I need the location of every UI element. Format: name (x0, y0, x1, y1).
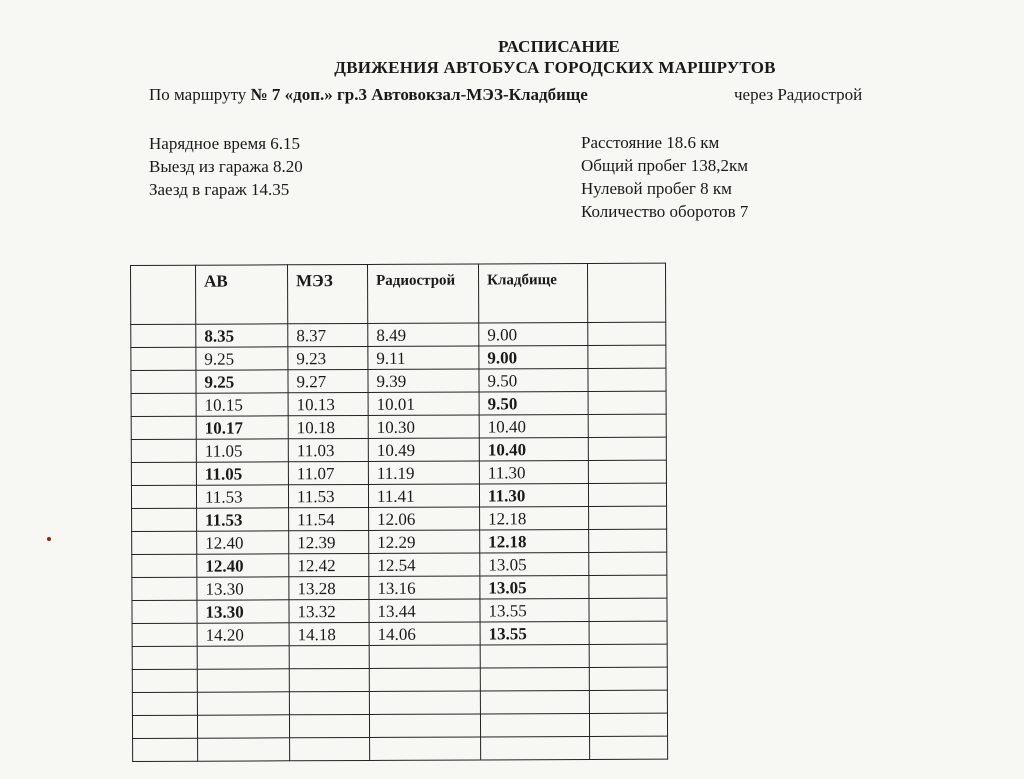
table-row (131, 483, 666, 508)
table-cell: 10.18 (288, 415, 368, 438)
table-cell (132, 554, 197, 577)
table-cell: 11.54 (289, 507, 369, 530)
document-subtitle: ДВИЖЕНИЯ АВТОБУСА ГОРОДСКИХ МАРШРУТОВ (334, 58, 776, 77)
table-cell (369, 691, 480, 714)
table-cell: 10.40 (479, 438, 588, 461)
table-row (132, 529, 667, 554)
table-cell: 12.40 (197, 554, 289, 577)
table-cell: 10.01 (368, 392, 479, 415)
garage-return-time: Заезд в гараж 14.35 (149, 180, 290, 199)
table-cell: 12.39 (289, 530, 369, 553)
table-cell (590, 736, 668, 759)
table-cell: 9.50 (479, 369, 588, 392)
table-cell (289, 668, 369, 691)
table-cell: 11.53 (288, 484, 368, 507)
table-cell: 12.42 (289, 553, 369, 576)
table-cell: 12.54 (369, 553, 480, 576)
distance: Расстояние 18.6 км (581, 133, 720, 152)
table-cell (197, 715, 289, 738)
table-row (131, 437, 666, 462)
table-cell: 11.30 (479, 461, 588, 484)
table-cell: 8.35 (196, 324, 288, 347)
table-cell: 9.23 (288, 346, 368, 369)
table-cell (132, 577, 197, 600)
column-header (131, 265, 196, 324)
table-row (132, 644, 667, 669)
table-cell: 11.53 (196, 485, 288, 508)
table-cell (588, 322, 666, 345)
table-cell (589, 552, 667, 575)
table-cell (480, 713, 589, 736)
table-cell: 9.25 (196, 347, 288, 370)
table-cell (132, 692, 197, 715)
table-cell: 11.41 (368, 484, 479, 507)
table-cell (290, 737, 370, 760)
table-row (131, 322, 666, 347)
table-cell: 9.11 (368, 346, 479, 369)
table-cell (589, 506, 667, 529)
table-cell (588, 414, 666, 437)
table-cell: 11.07 (288, 461, 368, 484)
table-cell: 11.05 (196, 462, 288, 485)
table-row (131, 414, 666, 439)
table-cell: 12.18 (480, 507, 589, 530)
table-cell: 10.49 (368, 438, 479, 461)
table-row (132, 506, 667, 531)
table-cell: 11.03 (288, 438, 368, 461)
table-row (131, 391, 666, 416)
table-cell: 9.00 (479, 323, 588, 346)
ink-dot (47, 537, 51, 541)
table-cell: 13.28 (289, 576, 369, 599)
table-cell: 11.05 (196, 439, 288, 462)
table-cell (289, 691, 369, 714)
table-cell: 13.30 (197, 577, 289, 600)
table-cell (589, 713, 667, 736)
table-cell: 13.55 (480, 599, 589, 622)
table-cell (369, 714, 480, 737)
table-cell: 8.37 (288, 323, 368, 346)
table-cell (370, 737, 481, 760)
table-cell (480, 645, 589, 668)
table-cell (131, 370, 196, 393)
info-right-block (581, 131, 748, 223)
table-cell (589, 598, 667, 621)
table-cell (588, 368, 666, 391)
table-cell: 9.25 (196, 370, 288, 393)
table-cell: 13.05 (480, 553, 589, 576)
table-cell: 13.16 (369, 576, 480, 599)
dispatch-time: Нарядное время 6.15 (149, 134, 301, 153)
table-cell (588, 483, 666, 506)
table-cell (197, 669, 289, 692)
route-prefix: По маршруту (149, 85, 251, 104)
table-cell (132, 715, 197, 738)
zero-mileage: Нулевой пробег 8 км (581, 179, 732, 198)
table-cell: 14.20 (197, 623, 289, 646)
table-cell (133, 738, 198, 761)
table-cell (289, 645, 369, 668)
table-cell: 13.44 (369, 599, 480, 622)
table-cell (198, 738, 290, 761)
table-cell (369, 668, 480, 691)
schedule-table (130, 263, 668, 762)
table-row (132, 552, 667, 577)
table-row (132, 713, 667, 738)
table-cell (132, 669, 197, 692)
table-cell (480, 690, 589, 713)
table-row (131, 345, 666, 370)
table-cell (589, 644, 667, 667)
table-header-row (131, 263, 666, 324)
table-cell (131, 439, 196, 462)
table-row (133, 736, 668, 761)
table-cell: 13.05 (480, 576, 589, 599)
table-cell: 12.06 (369, 507, 480, 530)
table-cell: 9.27 (288, 369, 368, 392)
table-row (132, 621, 667, 646)
table-cell (480, 667, 589, 690)
table-cell: 11.53 (197, 508, 289, 531)
info-left-block (149, 132, 303, 201)
route-line (149, 85, 863, 105)
table-cell (131, 416, 196, 439)
table-cell (589, 575, 667, 598)
table-cell: 14.18 (289, 622, 369, 645)
table-cell (132, 646, 197, 669)
table-cell: 10.13 (288, 392, 368, 415)
table-cell: 9.39 (368, 369, 479, 392)
table-cell: 10.30 (368, 415, 479, 438)
table-row (132, 598, 667, 623)
table-cell: 13.32 (289, 599, 369, 622)
table-cell (588, 345, 666, 368)
table-cell (588, 391, 666, 414)
table-cell (131, 462, 196, 485)
table-row (132, 690, 667, 715)
column-header: Кладбище (478, 264, 587, 323)
table-cell: 12.29 (369, 530, 480, 553)
table-cell (131, 324, 196, 347)
table-cell (481, 736, 590, 759)
route-via: через Радиострой (734, 85, 863, 104)
column-header: МЭЗ (288, 264, 368, 323)
column-header (587, 263, 665, 322)
table-cell (132, 623, 197, 646)
table-cell (588, 437, 666, 460)
column-header: Радиострой (367, 264, 478, 323)
table-cell (131, 485, 196, 508)
table-cell: 12.18 (480, 530, 589, 553)
garage-exit-time: Выезд из гаража 8.20 (149, 157, 303, 176)
table-cell (289, 714, 369, 737)
column-header: АВ (196, 265, 288, 324)
table-row (132, 575, 667, 600)
table-row (131, 460, 666, 485)
table-cell: 9.50 (479, 392, 588, 415)
table-cell (589, 529, 667, 552)
total-mileage: Общий пробег 138,2км (581, 156, 749, 175)
table-row (132, 667, 667, 692)
table-cell: 13.30 (197, 600, 289, 623)
table-cell: 8.49 (368, 323, 479, 346)
table-cell: 10.17 (196, 416, 288, 439)
table-cell (131, 393, 196, 416)
table-cell (132, 508, 197, 531)
turnover-count: Количество оборотов 7 (581, 202, 749, 221)
table-cell (589, 667, 667, 690)
table-cell: 13.55 (480, 622, 589, 645)
table-cell: 10.40 (479, 415, 588, 438)
table-cell (589, 690, 667, 713)
route-number: № 7 «доп.» гр.3 Автовокзал-МЭЗ-Кладбище (250, 85, 588, 104)
document-title: РАСПИСАНИЕ (498, 37, 620, 56)
table-cell (589, 621, 667, 644)
table-cell (131, 347, 196, 370)
table-cell: 11.19 (368, 461, 479, 484)
table-cell (369, 645, 480, 668)
table-cell (588, 460, 666, 483)
table-row (131, 368, 666, 393)
table-cell: 9.00 (479, 346, 588, 369)
table-cell (197, 646, 289, 669)
table-cell: 11.30 (479, 484, 588, 507)
table-cell (132, 600, 197, 623)
table-cell (132, 531, 197, 554)
table-cell: 10.15 (196, 393, 288, 416)
table-cell (197, 692, 289, 715)
table-cell: 12.40 (197, 531, 289, 554)
table-cell: 14.06 (369, 622, 480, 645)
